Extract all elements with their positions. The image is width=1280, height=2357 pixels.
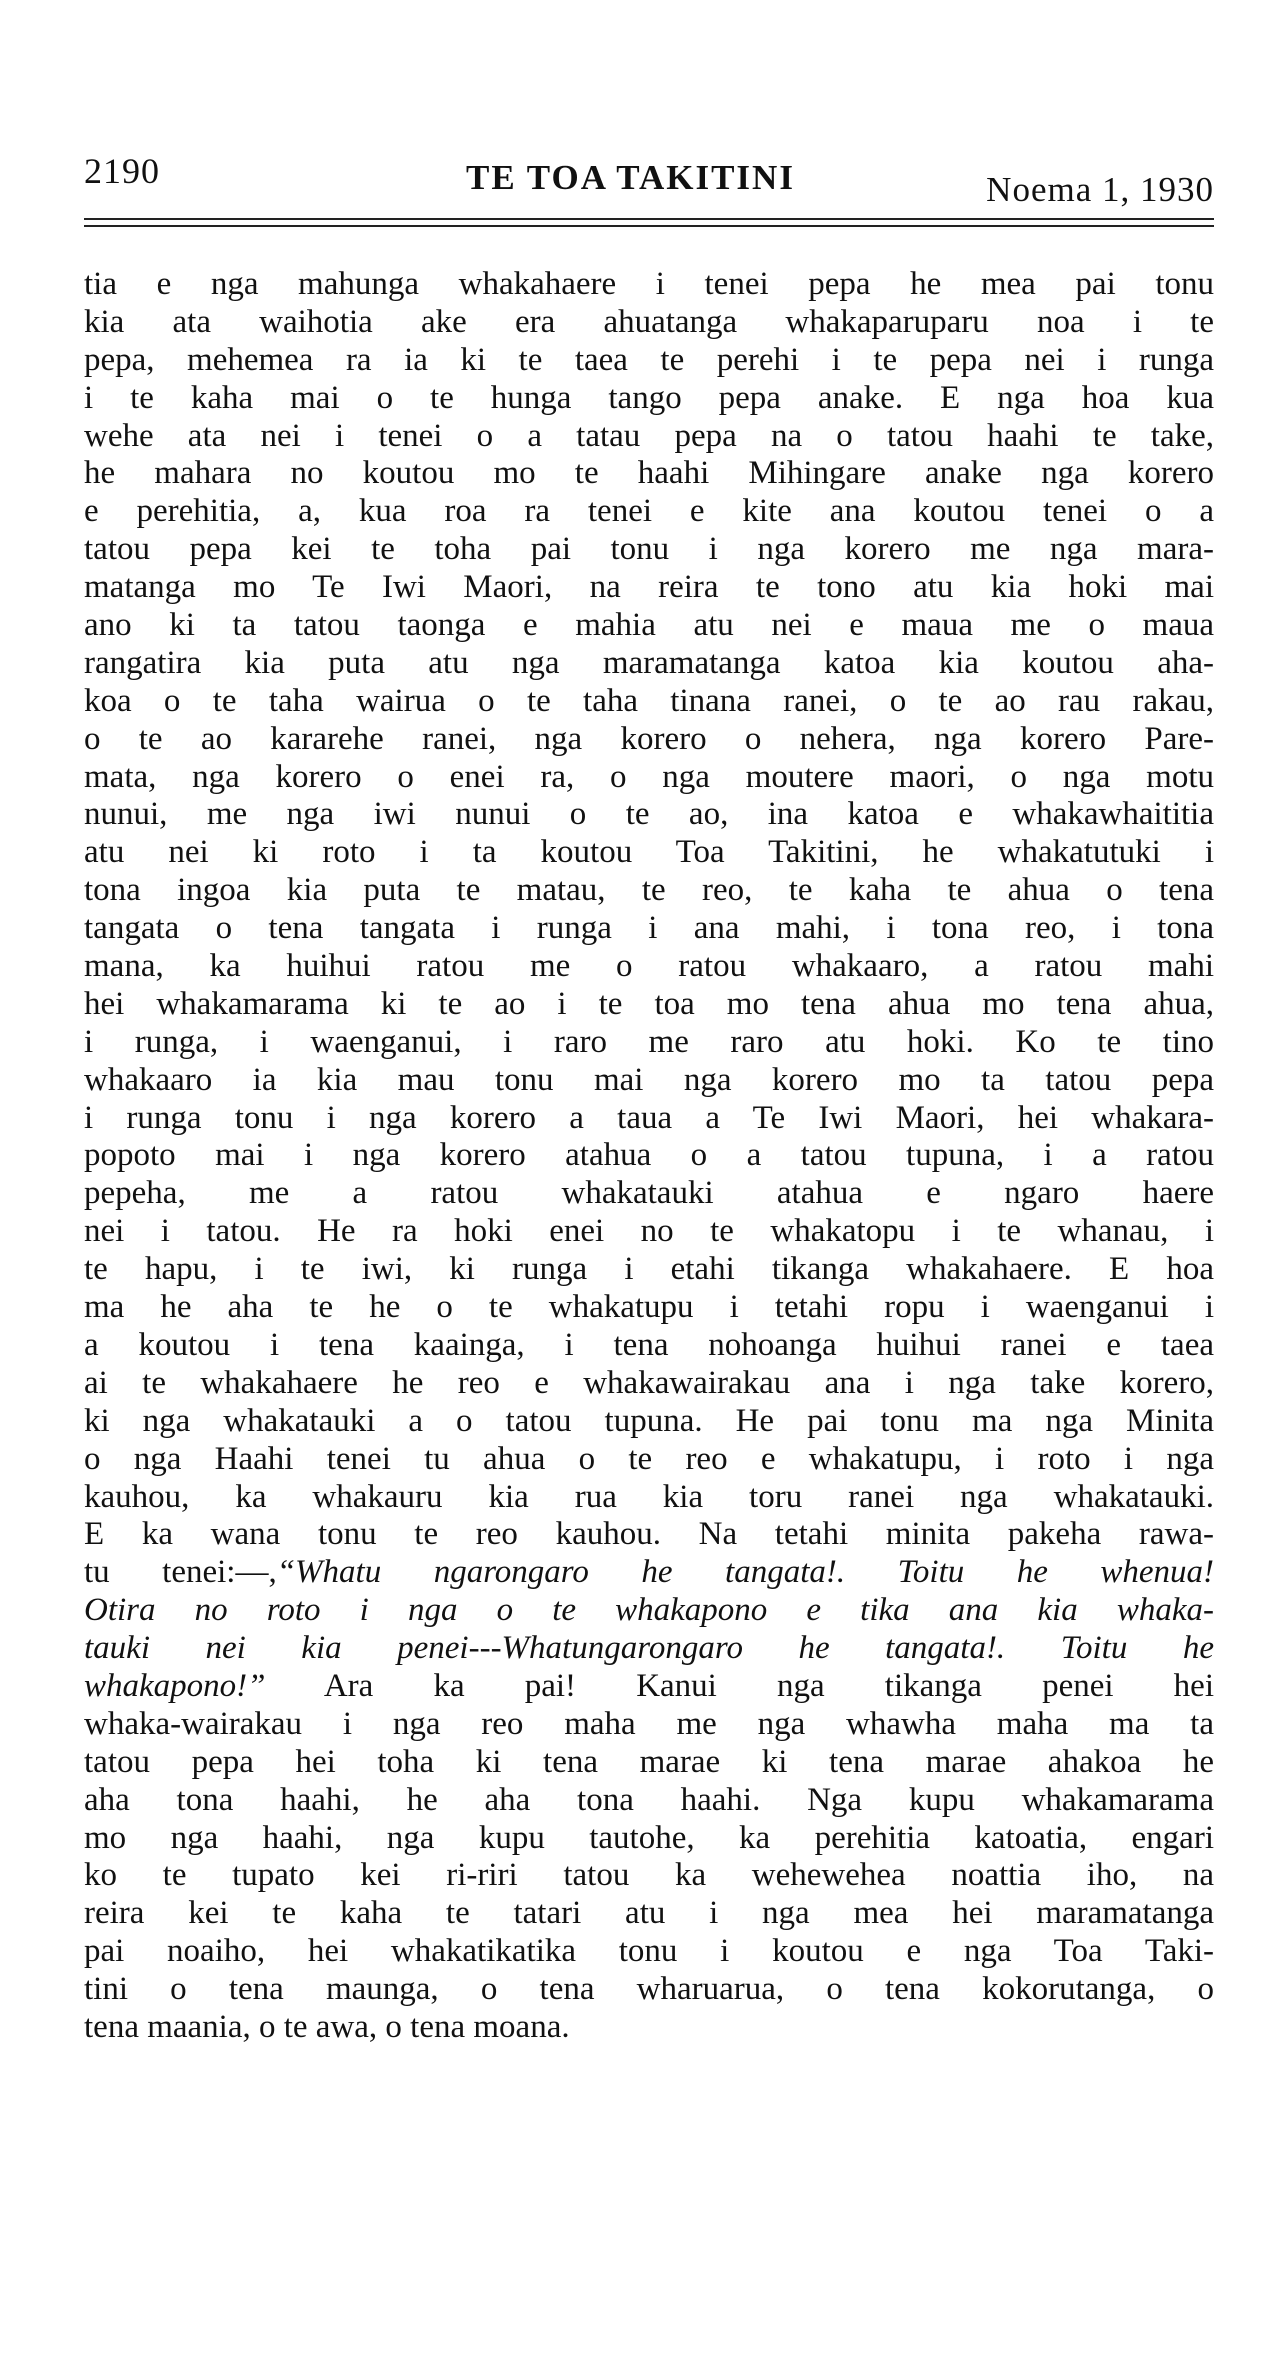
text-line-roman: koa o te taha wairua o te taha tinana ranei, o te ao rau rakau, xyxy=(84,682,1214,719)
text-line xyxy=(84,645,1214,683)
text-line xyxy=(84,1251,1214,1289)
text-line xyxy=(84,380,1214,418)
text-line-roman: tini o tena maunga, o tena wharuarua, o tena kokorutanga, o xyxy=(84,1971,1214,2008)
text-line-roman: tangata o tena tangata i runga i ana mahi, i tona reo, i tona xyxy=(84,910,1214,947)
text-line-roman: he mahara no koutou mo te haahi Mihingare anake nga korero xyxy=(84,455,1214,492)
text-line xyxy=(84,342,1214,380)
text-line xyxy=(84,986,1214,1024)
text-line xyxy=(84,569,1214,607)
text-line-roman: kauhou, ka whakauru kia rua kia toru ranei nga whakatauki. xyxy=(84,1478,1214,1515)
text-line-roman: tena maania, o te awa, o tena moana. xyxy=(84,2008,570,2045)
text-line-roman: ai te whakahaere he reo e whakawairakau ana i nga take korero, xyxy=(84,1364,1214,1401)
text-line-roman: hei whakamarama ki te ao i te toa mo tena ahua mo tena ahua, xyxy=(84,985,1214,1022)
text-line-roman: pepa, mehemea ra ia ki te taea te perehi i te pepa nei i runga xyxy=(84,341,1214,378)
text-line-roman: E ka wana tonu te reo kauhou. Na tetahi minita pakeha rawa- xyxy=(84,1516,1214,1553)
text-line xyxy=(84,796,1214,834)
text-line-roman: wehe ata nei i tenei o a tatau pepa na o tatou haahi te take, xyxy=(84,417,1214,454)
text-line xyxy=(84,1479,1214,1517)
text-line-roman: whakaaro ia kia mau tonu mai nga korero mo ta tatou pepa xyxy=(84,1061,1214,1098)
text-line-roman: o te ao kararehe ranei, nga korero o nehera, nga korero Pare- xyxy=(84,720,1214,757)
text-line xyxy=(84,1024,1214,1062)
text-line-roman: i runga tonu i nga korero a taua a Te Iwi Maori, hei whakara- xyxy=(84,1099,1214,1136)
text-line-roman: te hapu, i te iwi, ki runga i etahi tikanga whakahaere. E hoa xyxy=(84,1251,1214,1288)
text-line-roman: Ara ka pai! Kanui nga tikanga penei hei xyxy=(265,1667,1214,1704)
text-line xyxy=(84,1820,1214,1858)
text-line xyxy=(84,1554,1214,1592)
text-line xyxy=(84,1365,1214,1403)
text-line xyxy=(84,607,1214,645)
text-line-roman: nei i tatou. He ra hoki enei no te whakatopu i te whanau, i xyxy=(84,1213,1214,1250)
text-line xyxy=(84,683,1214,721)
page-number: 2190 xyxy=(84,151,160,191)
text-line xyxy=(84,1175,1214,1213)
text-line-roman: atu nei ki roto i ta koutou Toa Takitini, he whakatutuki i xyxy=(84,834,1214,871)
text-line xyxy=(84,1403,1214,1441)
issue-date: Noema 1, 1930 xyxy=(986,170,1214,209)
text-line xyxy=(84,1668,1214,1706)
header-rule-bottom xyxy=(84,225,1214,227)
text-line xyxy=(84,1782,1214,1820)
text-line-roman: whaka-wairakau i nga reo maha me nga whawha maha ma ta xyxy=(84,1705,1214,1742)
text-line-roman: rangatira kia puta atu nga maramatanga katoa kia koutou aha- xyxy=(84,644,1214,681)
text-line xyxy=(84,531,1214,569)
text-line-roman: pepeha, me a ratou whakatauki atahua e ngaro haere xyxy=(84,1175,1214,1212)
journal-title: TE TOA TAKITINI xyxy=(466,158,795,197)
text-line-roman: e perehitia, a, kua roa ra tenei e kite ana koutou tenei o a xyxy=(84,493,1214,530)
text-line-roman: ko te tupato kei ri-riri tatou ka wehewehea noattia iho, na xyxy=(84,1857,1214,1894)
text-line-roman: tatou pepa kei te toha pai tonu i nga korero me nga mara- xyxy=(84,531,1214,568)
text-line-italic: tauki nei kia penei---Whatungarongaro he tangata!. Toitu he xyxy=(84,1630,1214,1667)
text-line xyxy=(84,721,1214,759)
text-line-roman: reira kei te kaha te tatari atu i nga mea hei maramatanga xyxy=(84,1895,1214,1932)
text-line-roman: tatou pepa hei toha ki tena marae ki tena marae ahakoa he xyxy=(84,1743,1214,1780)
text-line xyxy=(84,1706,1214,1744)
text-line-roman: ki nga whakatauki a o tatou tupuna. He pai tonu ma nga Minita xyxy=(84,1402,1214,1439)
text-line xyxy=(84,455,1214,493)
text-line-roman: pai noaiho, hei whakatikatika tonu i koutou e nga Toa Taki- xyxy=(84,1933,1214,1970)
text-line-roman: tona ingoa kia puta te matau, te reo, te kaha te ahua o tena xyxy=(84,872,1214,909)
text-line-roman: kia ata waihotia ake era ahuatanga whakaparuparu noa i te xyxy=(84,303,1214,340)
text-line xyxy=(84,2009,1214,2047)
text-line xyxy=(84,1441,1214,1479)
text-line xyxy=(84,266,1214,304)
text-line xyxy=(84,304,1214,342)
text-line xyxy=(84,1327,1214,1365)
article-body xyxy=(84,266,1214,2047)
text-line xyxy=(84,1971,1214,2009)
text-line xyxy=(84,1630,1214,1668)
text-line xyxy=(84,1933,1214,1971)
text-line-roman: mo nga haahi, nga kupu tautohe, ka perehitia katoatia, engari xyxy=(84,1819,1214,1856)
text-line xyxy=(84,418,1214,456)
text-line-roman: tu tenei:—, xyxy=(84,1554,277,1591)
text-line xyxy=(84,1100,1214,1138)
page-header xyxy=(84,150,1214,208)
text-line xyxy=(84,1592,1214,1630)
text-line-italic: “Whatu ngarongaro he tangata!. Toitu he whenua! xyxy=(276,1554,1214,1591)
text-line xyxy=(84,1744,1214,1782)
text-line-roman: ma he aha te he o te whakatupu i tetahi ropu i waenganui i xyxy=(84,1289,1214,1326)
text-line xyxy=(84,834,1214,872)
text-line-roman: i te kaha mai o te hunga tango pepa anake. E nga hoa kua xyxy=(84,379,1214,416)
text-line xyxy=(84,1289,1214,1327)
text-line-roman: mata, nga korero o enei ra, o nga moutere maori, o nga motu xyxy=(84,758,1214,795)
text-line xyxy=(84,1213,1214,1251)
header-rule-top xyxy=(84,218,1214,220)
text-line-roman: ano ki ta tatou taonga e mahia atu nei e maua me o maua xyxy=(84,607,1214,644)
text-line xyxy=(84,1062,1214,1100)
text-line-roman: tia e nga mahunga whakahaere i tenei pepa he mea pai tonu xyxy=(84,266,1214,302)
text-line xyxy=(84,1137,1214,1175)
text-line xyxy=(84,910,1214,948)
text-line-roman: nunui, me nga iwi nunui o te ao, ina katoa e whakawhaititia xyxy=(84,796,1214,833)
text-line-roman: matanga mo Te Iwi Maori, na reira te tono atu kia hoki mai xyxy=(84,569,1214,606)
text-line-roman: aha tona haahi, he aha tona haahi. Nga kupu whakamarama xyxy=(84,1781,1214,1818)
text-line-roman: mana, ka huihui ratou me o ratou whakaaro, a ratou mahi xyxy=(84,948,1214,985)
text-line-italic: Otira no roto i nga o te whakapono e tika ana kia whaka- xyxy=(84,1592,1214,1629)
text-line-roman: i runga, i waenganui, i raro me raro atu hoki. Ko te tino xyxy=(84,1023,1214,1060)
text-line xyxy=(84,493,1214,531)
text-line-italic: whakapono!” xyxy=(84,1667,266,1704)
text-line xyxy=(84,872,1214,910)
text-line-roman: popoto mai i nga korero atahua o a tatou tupuna, i a ratou xyxy=(84,1137,1214,1174)
text-line xyxy=(84,1895,1214,1933)
text-line xyxy=(84,759,1214,797)
text-line xyxy=(84,1516,1214,1554)
text-line-roman: a koutou i tena kaainga, i tena nohoanga huihui ranei e taea xyxy=(84,1326,1214,1363)
text-line xyxy=(84,948,1214,986)
text-line-roman: o nga Haahi tenei tu ahua o te reo e whakatupu, i roto i nga xyxy=(84,1440,1214,1477)
text-line xyxy=(84,1857,1214,1895)
